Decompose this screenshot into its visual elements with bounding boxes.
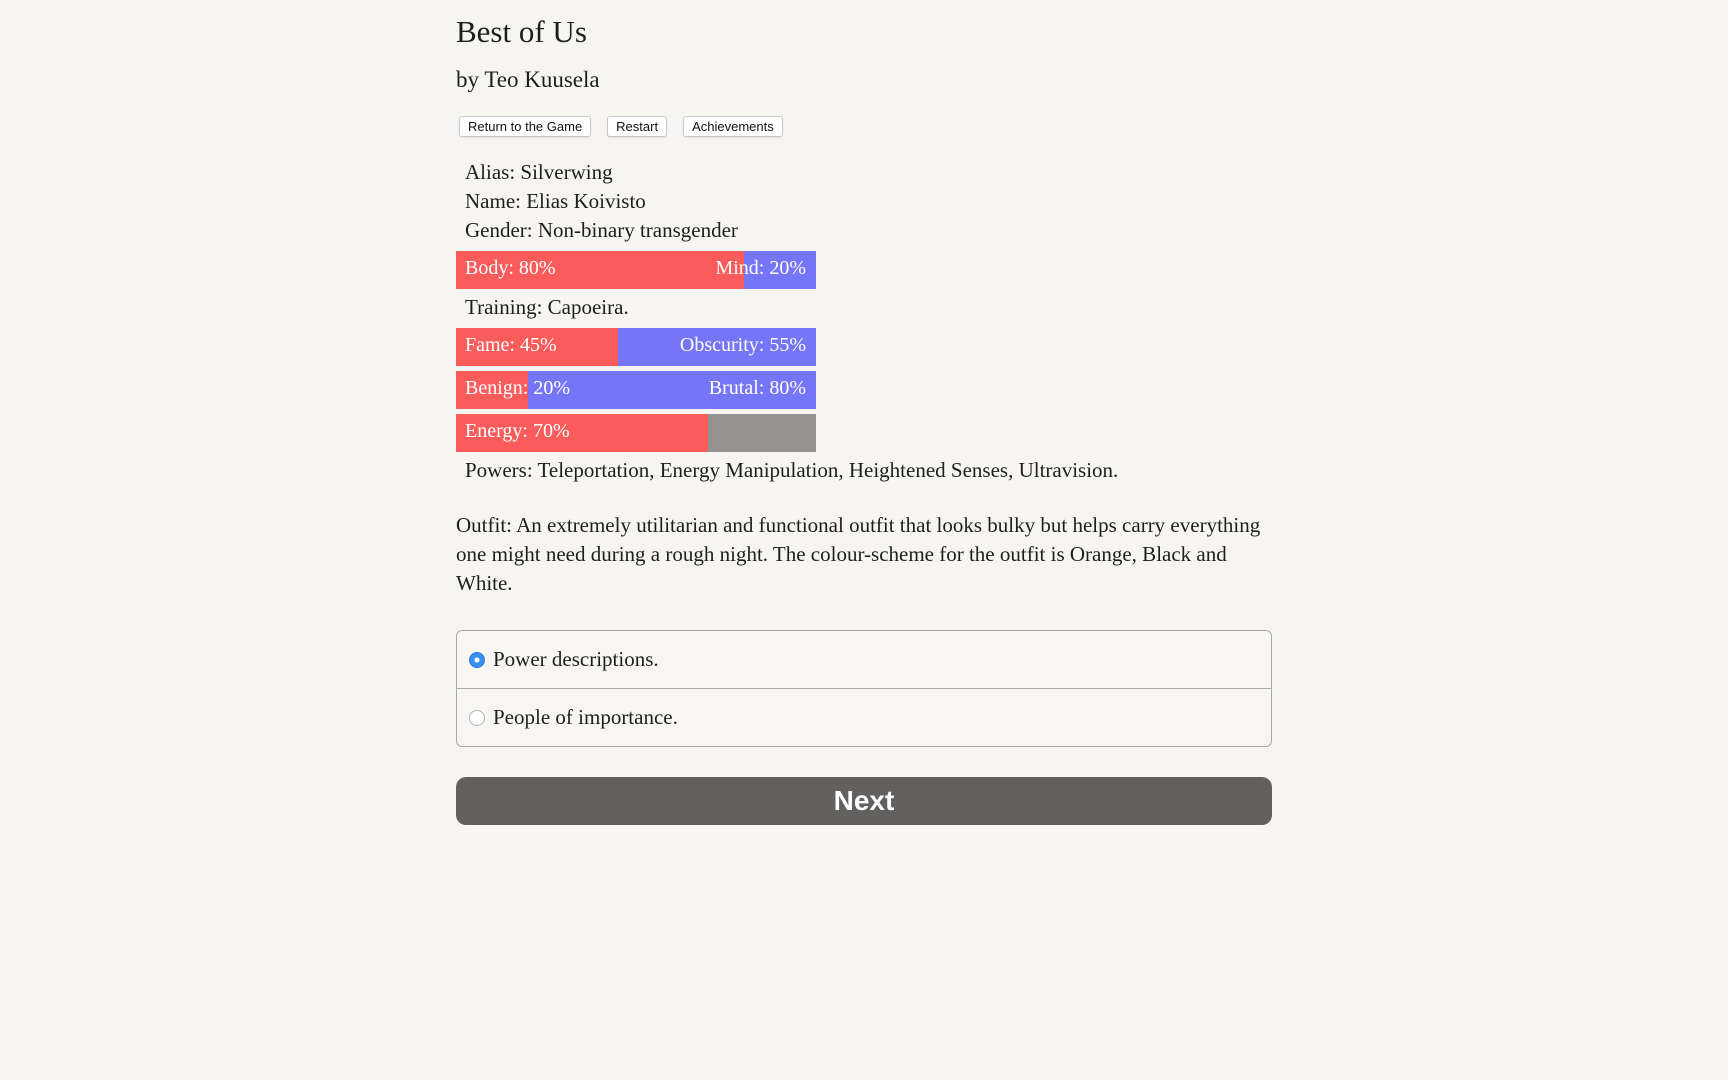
benign-label: Benign: 20% <box>465 377 570 399</box>
energy-bar <box>456 414 816 452</box>
benign-brutal-bar <box>456 371 816 409</box>
choice-power-descriptions[interactable] <box>457 631 1271 688</box>
name-text: Name: Elias Koivisto <box>465 189 646 213</box>
achievements-button[interactable]: Achievements <box>683 116 783 137</box>
choice-label: People of importance. <box>493 705 678 729</box>
training-text: Training: Capoeira. <box>465 295 629 319</box>
outfit-description: Outfit: An extremely utilitarian and functional outfit that looks bulky but helps carry everything one might need during a rough night. The colour-scheme for the outfit is Orange, Black and White. <box>456 513 1261 595</box>
choice-people-of-importance[interactable] <box>457 688 1271 746</box>
radio-selected-icon[interactable] <box>469 652 485 668</box>
obscurity-label: Obscurity: 55% <box>679 334 806 356</box>
brutal-label: Brutal: 80% <box>708 377 806 399</box>
gender-text: Gender: Non-binary transgender <box>465 218 738 242</box>
choice-list <box>456 630 1272 747</box>
restart-button[interactable]: Restart <box>607 116 667 137</box>
fame-obscurity-bar <box>456 328 816 366</box>
body-label: Body: 80% <box>465 257 556 279</box>
mind-label: Mind: 20% <box>715 257 806 279</box>
next-button[interactable]: Next <box>456 777 1272 825</box>
alias-text: Alias: Silverwing <box>465 160 613 184</box>
body-mind-bar <box>456 251 816 289</box>
radio-unselected-icon[interactable] <box>469 710 485 726</box>
author-line: by Teo Kuusela <box>456 67 600 92</box>
menu-buttons <box>459 116 783 137</box>
powers-text: Powers: Teleportation, Energy Manipulation, Heightened Senses, Ultravision. <box>465 458 1119 482</box>
fame-label: Fame: 45% <box>465 334 557 356</box>
game-title: Best of Us <box>456 14 587 49</box>
choice-label: Power descriptions. <box>493 647 659 671</box>
return-to-game-button[interactable]: Return to the Game <box>459 116 591 137</box>
energy-label: Energy: 70% <box>465 420 570 442</box>
